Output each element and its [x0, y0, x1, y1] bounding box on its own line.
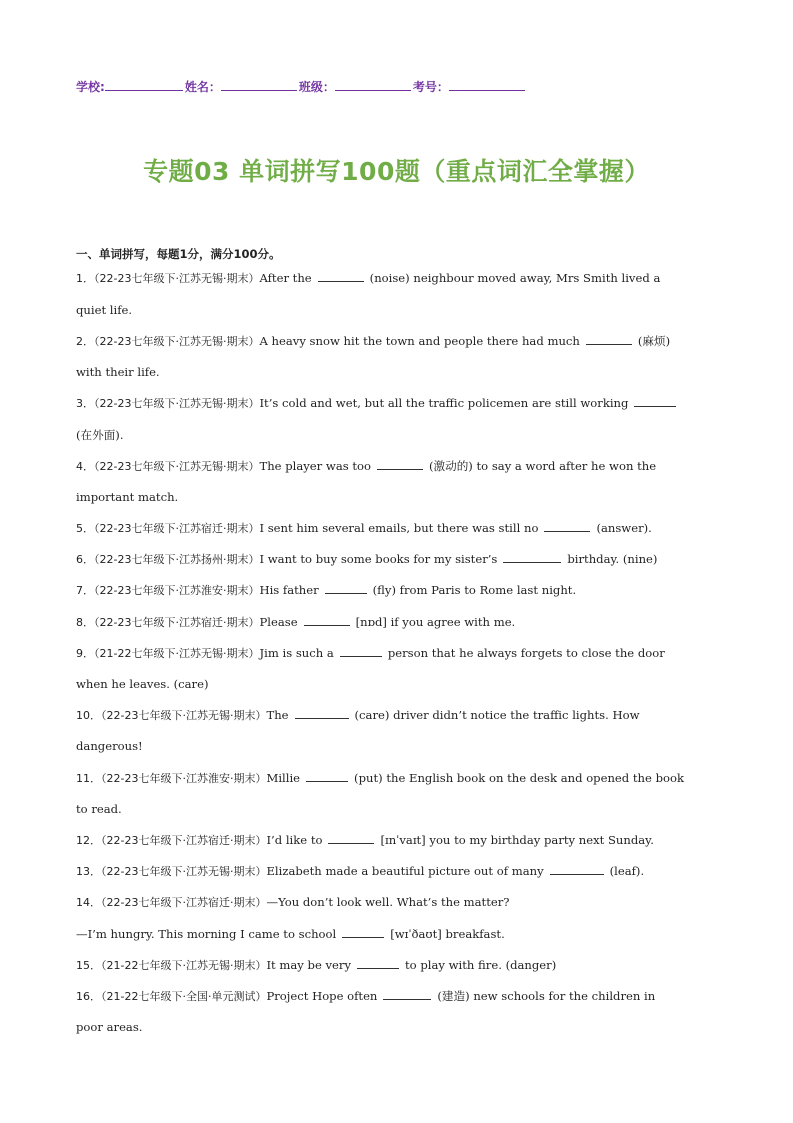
question-number: 8．	[76, 616, 94, 629]
question-source: （21-22七年级下·江苏无锡·期末）	[101, 959, 267, 972]
question-source: （22-23七年级下·江苏淮安·期末）	[101, 772, 267, 785]
question-11-cont: to read.	[76, 802, 122, 816]
question-16	[76, 988, 721, 1005]
question-source: （22-23七年级下·江苏宿迁·期末）	[101, 834, 267, 847]
question-text: (leaf).	[609, 864, 645, 878]
school-label: 学校:	[76, 80, 105, 94]
question-1	[76, 270, 721, 287]
question-text: to play with fire. (danger)	[405, 958, 557, 972]
question-number: 9．	[76, 647, 94, 660]
question-text: [wɪˈðaʊt] breakfast.	[390, 927, 505, 941]
question-8	[76, 614, 721, 631]
question-text: It’s cold and wet, but all the traffic policemen are still working	[259, 396, 629, 410]
question-source: （22-23七年级下·江苏无锡·期末）	[94, 397, 260, 410]
name-blank[interactable]	[221, 78, 297, 91]
question-text: Project Hope often	[266, 989, 378, 1003]
answer-blank[interactable]	[318, 270, 364, 282]
question-text: —I’m hungry. This morning I came to school	[76, 927, 337, 941]
question-2-cont: with their life.	[76, 365, 160, 379]
question-4	[76, 458, 721, 475]
question-5	[76, 520, 721, 537]
question-number: 12．	[76, 834, 101, 847]
question-9	[76, 645, 721, 662]
question-6	[76, 551, 721, 568]
question-number: 5．	[76, 522, 94, 535]
question-16-cont: poor areas.	[76, 1020, 143, 1034]
class-label: 班级：	[298, 80, 335, 94]
question-text: Please	[259, 615, 298, 629]
class-blank[interactable]	[335, 78, 411, 91]
question-7	[76, 582, 721, 599]
question-number: 6．	[76, 553, 94, 566]
page-title: 专题03 单词拼写100题（重点词汇全掌握）	[143, 157, 650, 186]
question-number: 14．	[76, 896, 101, 909]
id-label: 考号：	[412, 80, 449, 94]
answer-blank[interactable]	[544, 520, 590, 532]
question-source: （22-23七年级下·江苏宿迁·期末）	[94, 522, 260, 535]
question-2	[76, 333, 721, 350]
question-3	[76, 395, 721, 412]
question-number: 11．	[76, 772, 101, 785]
question-text: It may be very	[266, 958, 352, 972]
question-text: The	[266, 708, 289, 722]
question-text: (fly) from Paris to Rome last night.	[372, 583, 577, 597]
question-number: 16．	[76, 990, 101, 1003]
question-text: Elizabeth made a beautiful picture out of many	[266, 864, 544, 878]
question-text: I want to buy some books for my sister’s	[259, 552, 498, 566]
answer-blank[interactable]	[306, 770, 348, 782]
name-label: 姓名：	[184, 80, 221, 94]
question-number: 4．	[76, 460, 94, 473]
question-9-cont: when he leaves. (care)	[76, 677, 209, 691]
question-10	[76, 707, 721, 724]
answer-blank[interactable]	[325, 582, 367, 594]
question-text: birthday. (nine)	[567, 552, 658, 566]
question-text: Jim is such a	[259, 646, 334, 660]
answer-blank[interactable]	[383, 988, 431, 1000]
question-text: After the	[259, 271, 312, 285]
question-text: (noise) neighbour moved away, Mrs Smith lived a	[369, 271, 661, 285]
question-source: （22-23七年级下·江苏无锡·期末）	[101, 709, 267, 722]
question-12	[76, 832, 721, 849]
question-source: （22-23七年级下·江苏无锡·期末）	[101, 865, 267, 878]
question-text: The player was too	[259, 459, 371, 473]
section-heading: 一、单词拼写，每题1分，满分100分。	[76, 247, 281, 261]
question-text: Millie	[266, 771, 301, 785]
question-11	[76, 770, 721, 787]
question-1-cont: quiet life.	[76, 303, 133, 317]
question-text: (建造) new schools for the children in	[437, 989, 656, 1003]
question-text: (care) driver didn’t notice the traffic lights. How	[354, 708, 640, 722]
question-4-cont: important match.	[76, 490, 179, 504]
question-text: A heavy snow hit the town and people there had much	[259, 334, 580, 348]
question-text: (麻烦)	[637, 334, 671, 348]
question-number: 2．	[76, 335, 94, 348]
question-source: （22-23七年级下·江苏无锡·期末）	[94, 272, 260, 285]
question-source: （22-23七年级下·江苏扬州·期末）	[94, 553, 260, 566]
question-14	[76, 894, 721, 911]
question-number: 3．	[76, 397, 94, 410]
answer-blank[interactable]	[550, 863, 604, 875]
question-text: (激动的) to say a word after he won the	[429, 459, 657, 473]
question-text: I sent him several emails, but there was still no	[259, 521, 539, 535]
answer-blank[interactable]	[503, 551, 561, 563]
answer-blank[interactable]	[304, 614, 350, 626]
question-text: (put) the English book on the desk and opened the book	[354, 771, 684, 785]
question-14-cont	[76, 926, 721, 942]
question-source: （22-23七年级下·江苏无锡·期末）	[94, 460, 260, 473]
answer-blank[interactable]	[634, 395, 676, 407]
answer-blank[interactable]	[357, 957, 399, 969]
question-text: [ɪnˈvaɪt] you to my birthday party next Sunday.	[380, 833, 654, 847]
answer-blank[interactable]	[340, 645, 382, 657]
question-text: person that he always forgets to close the door	[387, 646, 665, 660]
question-source: （22-23七年级下·江苏宿迁·期末）	[101, 896, 267, 909]
student-info-header	[76, 78, 527, 95]
school-blank[interactable]	[105, 78, 183, 91]
question-source: （22-23七年级下·江苏淮安·期末）	[94, 584, 260, 597]
question-text: I’d like to	[266, 833, 323, 847]
question-15	[76, 957, 721, 974]
question-text: (answer).	[596, 521, 652, 535]
question-source: （22-23七年级下·江苏宿迁·期末）	[94, 616, 260, 629]
answer-blank[interactable]	[295, 707, 349, 719]
question-number: 13．	[76, 865, 101, 878]
question-source: （21-22七年级下·江苏无锡·期末）	[94, 647, 260, 660]
question-source: （21-22七年级下·全国·单元测试）	[101, 990, 267, 1003]
answer-blank[interactable]	[586, 333, 632, 345]
question-13	[76, 863, 721, 880]
answer-blank[interactable]	[342, 926, 384, 938]
id-blank[interactable]	[449, 78, 525, 91]
question-text: His father	[259, 583, 319, 597]
answer-blank[interactable]	[328, 832, 374, 844]
question-number: 15．	[76, 959, 101, 972]
question-number: 1．	[76, 272, 94, 285]
question-text: —You don’t look well. What’s the matter?	[266, 895, 510, 909]
question-source: （22-23七年级下·江苏无锡·期末）	[94, 335, 260, 348]
question-3-cont: (在外面).	[76, 428, 124, 442]
question-text: [nɒd] if you agree with me.	[355, 615, 516, 629]
question-10-cont: dangerous!	[76, 739, 143, 753]
question-number: 7．	[76, 584, 94, 597]
question-number: 10．	[76, 709, 101, 722]
answer-blank[interactable]	[377, 458, 423, 470]
